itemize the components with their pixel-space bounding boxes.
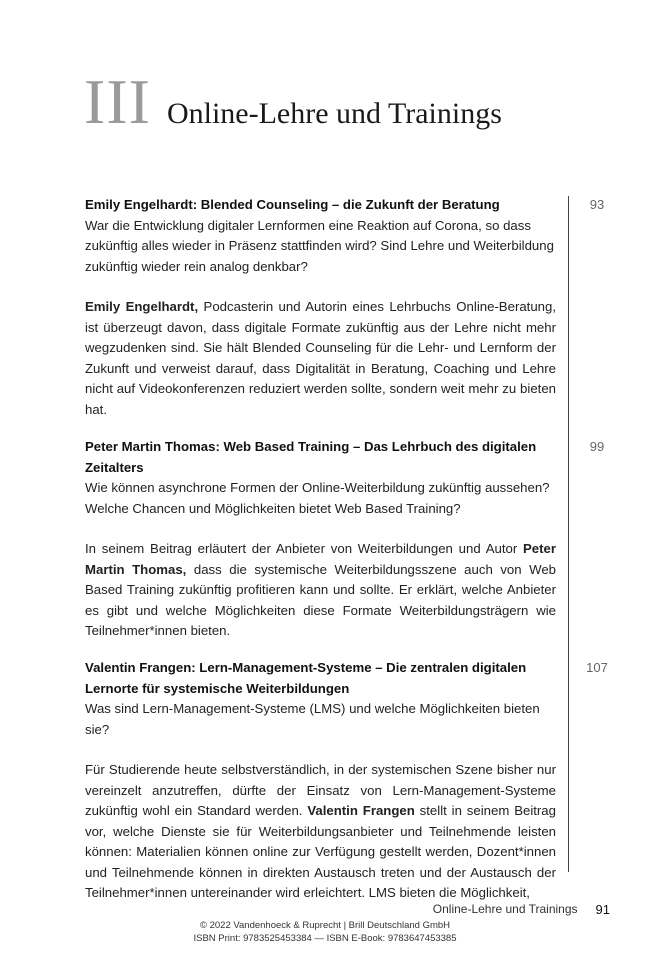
copyright-line: © 2022 Vandenhoeck & Ruprecht | Brill Deutschland GmbH bbox=[199, 920, 451, 931]
copyright-notice bbox=[0, 919, 650, 945]
entry-question: War die Entwicklung digitaler Lernformen eine Reaktion auf Corona, so dass zukünftig alles wieder in Präsenz stattfinden wird? Sind Lehre und Weiterbildung zukünftig wieder rein analog denkbar? bbox=[85, 217, 554, 274]
author-name: Emily Engelhardt, bbox=[85, 299, 199, 314]
entry-question: Was sind Lern-Management-Systeme (LMS) und welche Möglichkeiten bieten sie? bbox=[85, 701, 540, 737]
description-text: Für Studierende heute selbstverständlich, in der systemischen Szene bisher nur vereinzelt anzutreffen, dürfte der Einsatz von Lern-Management-Systeme zukünftig wohl ein Standard werden. bbox=[85, 762, 556, 818]
toc-entry bbox=[85, 195, 556, 420]
entry-title: Peter Martin Thomas: Web Based Training – Das Lehrbuch des digitalen Zeitalters bbox=[85, 439, 537, 475]
author-name: Peter Martin Thomas, bbox=[85, 541, 556, 577]
description-text: Podcasterin und Autorin eines Lehrbuchs Online-Beratung, ist überzeugt davon, dass digitale Formate zukünftig aus der Lehre nicht mehr wegzudenken sind. Sie hält Blended Counseling für die Lehr- und Lernform der Zukunft und verweist darauf, dass Digitalität in Beratung, Coaching und Lehre nicht auf Videokonferenzen reduziert werden sollte, sondern weit mehr zu bieten hat. bbox=[85, 299, 556, 417]
entry-description bbox=[85, 297, 556, 420]
isbn-line: ISBN Print: 9783525453384 — ISBN E-Book: 9783647453385 bbox=[193, 933, 457, 944]
entry-page-number: 107 bbox=[586, 660, 608, 675]
entry-title: Valentin Frangen: Lern-Management-Systeme – Die zentralen digitalen Lernorte für systemische Weiterbildungen bbox=[85, 660, 527, 696]
entry-description bbox=[85, 539, 556, 642]
description-text: In seinem Beitrag erläutert der Anbieter von Weiterbildungen und Autor bbox=[85, 541, 523, 556]
entry-page-number: 99 bbox=[589, 439, 605, 454]
toc-entry bbox=[85, 437, 556, 642]
toc-entry bbox=[85, 658, 556, 904]
author-name: Valentin Frangen bbox=[307, 803, 415, 818]
part-title: Online-Lehre und Trainings bbox=[166, 97, 502, 130]
entry-description bbox=[85, 760, 556, 904]
part-heading bbox=[84, 66, 502, 137]
part-numeral: III bbox=[84, 66, 151, 137]
entry-page-number: 93 bbox=[589, 197, 605, 212]
running-title: Online-Lehre und Trainings bbox=[432, 902, 578, 916]
running-footer bbox=[420, 902, 610, 917]
entry-title: Emily Engelhardt: Blended Counseling – die Zukunft der Beratung bbox=[85, 197, 500, 212]
entry-question: Wie können asynchrone Formen der Online-Weiterbildung zukünftig aussehen? Welche Chancen und Möglichkeiten bietet Web Based Training? bbox=[85, 480, 550, 516]
page-number: 91 bbox=[595, 902, 610, 917]
description-text: stellt in seinem Beitrag vor, welche Dienste sie für Weiterbildungsanbieter und Teilnehmende leisten können: Materialien können online zur Verfügung gestellt werden, Dozent*innen und Teilnehmende können in direkten Austausch treten und der Austausch der Teilnehmer*innen untereinander wird erleichtert. LMS bieten die Möglichkeit, bbox=[85, 803, 556, 900]
description-text: dass die systemische Weiterbildungsszene auch von Web Based Training zukünftig profitieren kann und sollte. Er erklärt, welche Anbieter es gibt und welche Möglichkeiten diese Formate Weiterbildungsträgern wie Teilnehmer*innen bieten. bbox=[85, 561, 556, 638]
column-divider bbox=[568, 196, 569, 872]
